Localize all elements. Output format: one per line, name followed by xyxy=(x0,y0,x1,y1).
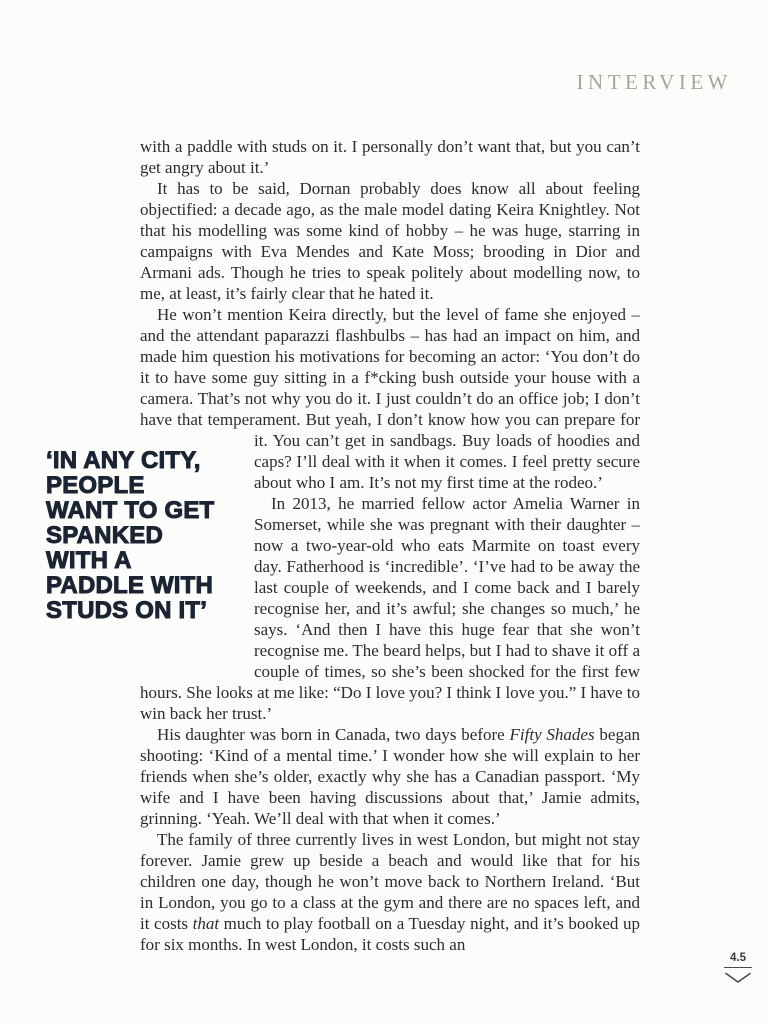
pull-quote xyxy=(46,430,254,663)
paragraph: In 2013, he married fellow actor Amelia Warner in Somerset, while she was pregnant with their daughter – now a two-year-old who eats Marmite on toast every day. Fatherhood is ‘incredible’. ‘I’ve had to be away the last couple of weekends, and I come back and I barely recognise her, and it’s awful; she changes so much,’ he says. ‘And then I have this huge fear that she won’t recognise me. The beard helps, but I had to shave it off a couple of times, so she’s been shocked for the first few hours. She looks at me like: “Do I love you? I think I love you.” I have to win back her trust.’ xyxy=(140,494,640,723)
pull-quote-text xyxy=(46,430,248,623)
pull-quote-line: PEOPLE xyxy=(46,472,145,499)
paragraph-text: The family of three currently lives in west London, but might not stay forever. Jamie grew up beside a beach and would like that for his children one day, though he won’t move back to Northern Ireland. ‘But in London, you go to a class at the gym and there are no spaces left, and it costs xyxy=(140,830,640,933)
paragraph-text: of hoodies and caps? I’ll deal with it when it comes. I feel pretty secure about who I am. It’s not my first time at the rodeo.’ xyxy=(254,431,640,492)
page-number: 4.5 xyxy=(724,952,752,968)
chevron-down-icon xyxy=(725,972,751,984)
paragraph: with a paddle with studs on it. I personally don’t want that, but you can’t get angry about it.’ xyxy=(140,137,640,177)
pull-quote-line: WITH A xyxy=(46,547,132,574)
pull-quote-line: SPANKED xyxy=(46,522,163,549)
paragraph-text: much to play football on a Tuesday night, and it’s booked up for six months. In west London, it costs such an xyxy=(140,914,640,954)
paragraph: It has to be said, Dornan probably does know all about feeling objectified: a decade ago, as the male model dating Keira Knightley. Not that his modelling was some kind of hobby – he was huge, starring in campaigns with Eva Mendes and Kate Moss; brooding in Dior and Armani ads. Though he tries to speak politely about modelling now, to me, at least, it’s fairly clear that he hated it. xyxy=(140,179,640,303)
article-body xyxy=(46,136,640,955)
pull-quote-line: WANT TO GET xyxy=(46,497,215,524)
paragraph-text: began shooting: ‘Kind of a mental time.’ I wonder how she will explain to her friends when she’s older, exactly why she has a Canadian passport. ‘My wife and I have been having discussions about that,’ Jamie admits, grinning. ‘Yeah. We’ll deal with that when it comes.’ xyxy=(140,725,640,828)
italic-emphasis: that xyxy=(192,914,220,933)
pull-quote-line: ‘IN ANY CITY, xyxy=(46,447,201,474)
paragraph xyxy=(140,829,640,955)
italic-title: Fifty Shades xyxy=(509,725,595,744)
pull-quote-line: STUDS ON IT’ xyxy=(46,597,208,624)
paragraph-text: He won’t mention Keira directly, but the level of fame she enjoyed – and the attendant paparazzi flashbulbs – has had an impact on him, and made him question his motivations for becoming an actor: ‘You don’t do it to have some guy sitting in a f*cking bush outside your house with a camera. That’s not why you do it. I just couldn’t do an office job; I don’t have that temperament. But yeah, I don’t know how you can prepare for it. You can’t get in sandbags. Buy loads xyxy=(140,305,640,450)
pull-quote-line: PADDLE WITH xyxy=(46,572,214,599)
paragraph-text: His daughter was born in Canada, two days before xyxy=(157,725,510,744)
page-footer xyxy=(724,952,752,984)
section-label: INTERVIEW xyxy=(576,70,732,94)
paragraph xyxy=(140,724,640,829)
